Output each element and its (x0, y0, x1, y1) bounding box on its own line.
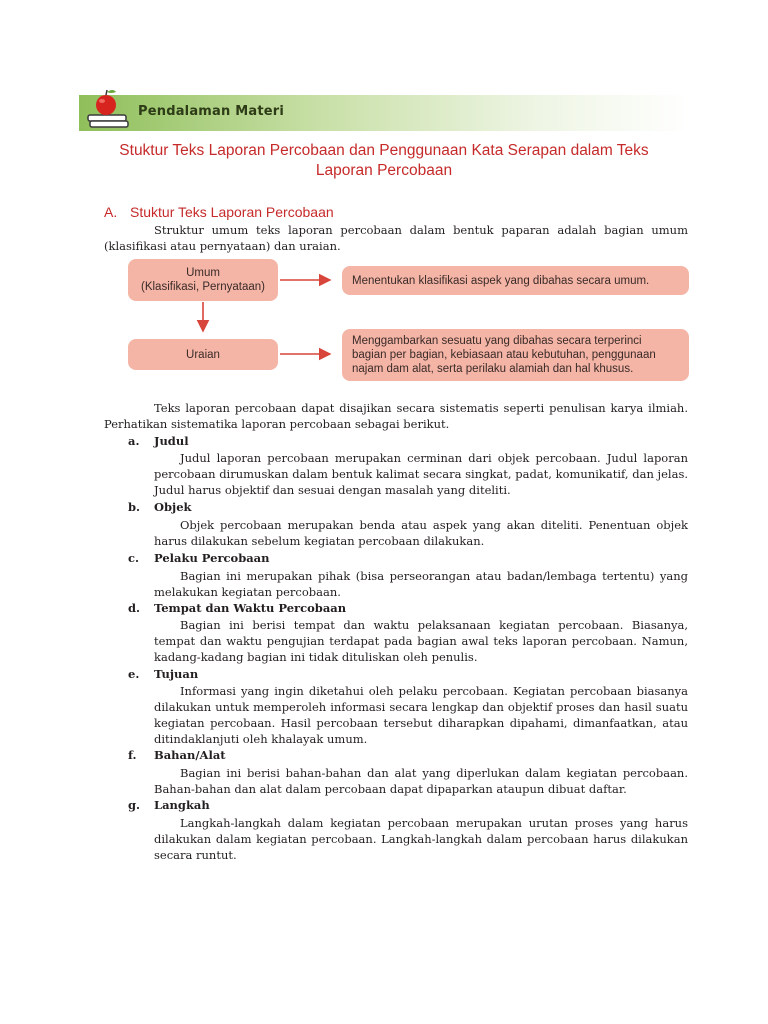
item-b-label (128, 500, 192, 514)
item-g-label (128, 798, 210, 812)
item-b-title: Objek (154, 500, 192, 514)
box-umum (128, 259, 278, 301)
item-e-title: Tujuan (154, 667, 199, 681)
item-e-letter: e. (128, 667, 140, 681)
page-title-line-1: Stuktur Teks Laporan Percobaan dan Penggunaan Kata Serapan dalam Teks (119, 142, 649, 159)
item-c-text: Bagian ini merupakan pihak (bisa perseorangan atau badan/lembaga tertentu) yang melakukan kegiatan percobaan. (154, 569, 688, 599)
item-a-title: Judul (154, 434, 189, 448)
item-d-title: Tempat dan Waktu Percobaan (154, 601, 347, 615)
banner-title: Pendalaman Materi (138, 104, 285, 119)
box-umum-description: Menentukan klasifikasi aspek yang dibahas secara umum. (342, 266, 689, 295)
item-d-text: Bagian ini berisi tempat dan waktu pelaksanaan kegiatan percobaan. Biasanya, tempat dan waktu pengujian terdapat pada bagian awal teks laporan percobaan. Namun, kadang-kadang bagian ini tidak dituliskan oleh penulis. (154, 618, 688, 664)
body-intro: Teks laporan percobaan dapat disajikan secara sistematis seperti penulisan karya ilmiah. Perhatikan sistematika laporan percobaan sebagai berikut. (104, 401, 688, 431)
item-d-letter: d. (128, 601, 141, 615)
section-a-intro: Struktur umum teks laporan percobaan dalam bentuk paparan adalah bagian umum (klasifikasi atau pernyataan) dan uraian. (104, 223, 688, 253)
item-g-text: Langkah-langkah dalam kegiatan percobaan merupakan urutan proses yang harus dilakukan dalam kegiatan percobaan. Langkah-langkah dalam percobaan harus dilakukan secara runtut. (154, 816, 688, 862)
item-b-text: Objek percobaan merupakan benda atau aspek yang akan diteliti. Penentuan objek harus dilakukan sebelum kegiatan percobaan dilakukan. (154, 518, 688, 548)
section-a-letter: A. (104, 204, 118, 220)
item-f-text: Bagian ini berisi bahan-bahan dan alat yang diperlukan dalam kegiatan percobaan. Bahan-bahan dan alat dalam percobaan dapat dipaparkan ataupun dibuat daftar. (154, 766, 688, 796)
box-umum-line-2: (Klasifikasi, Pernyataan) (141, 281, 265, 293)
item-a-label (128, 434, 189, 448)
item-f-label (128, 748, 226, 762)
box-uraian-description: Menggambarkan sesuatu yang dibahas secara terperinci bagian per bagian, kebiasaan atau kebutuhan, penggunaan najam dam alat, serta perilaku alamiah dan hal khusus. (342, 329, 689, 381)
box-umum-line-1: Umum (186, 267, 220, 279)
item-e-label (128, 667, 198, 681)
item-f-title: Bahan/Alat (154, 748, 226, 762)
item-c-title: Pelaku Percobaan (154, 551, 270, 565)
section-a-title: Stuktur Teks Laporan Percobaan (130, 204, 334, 220)
box-uraian: Uraian (128, 339, 278, 370)
apple-books-icon (86, 88, 132, 130)
item-c-label (128, 551, 270, 565)
item-a-letter: a. (128, 434, 140, 448)
page-title-line-2: Laporan Percobaan (315, 162, 453, 179)
item-g-letter: g. (128, 798, 141, 812)
item-a-text: Judul laporan percobaan merupakan cerminan dari objek percobaan. Judul laporan percobaan dirumuskan dalam bentuk kalimat secara singkat, padat, komunikatif, dan jelas. Judul harus objektif dan sesuai dengan masalah yang diteliti. (154, 451, 688, 497)
item-d-label (128, 601, 346, 615)
item-e-text: Informasi yang ingin diketahui oleh pelaku percobaan. Kegiatan percobaan biasanya dilakukan untuk memperoleh informasi secara lengkap dan objektif proses dan hasil suatu kegiatan percobaan. Hasil percobaan tersebut diharapkan dipahami, dimanfaatkan, atau ditindaklanjuti oleh khalayak umum. (154, 684, 688, 746)
item-b-letter: b. (128, 500, 141, 514)
item-f-letter: f. (128, 748, 137, 762)
section-a-heading (104, 204, 334, 220)
item-c-letter: c. (128, 551, 140, 565)
item-g-title: Langkah (154, 798, 210, 812)
page-title (72, 141, 696, 181)
